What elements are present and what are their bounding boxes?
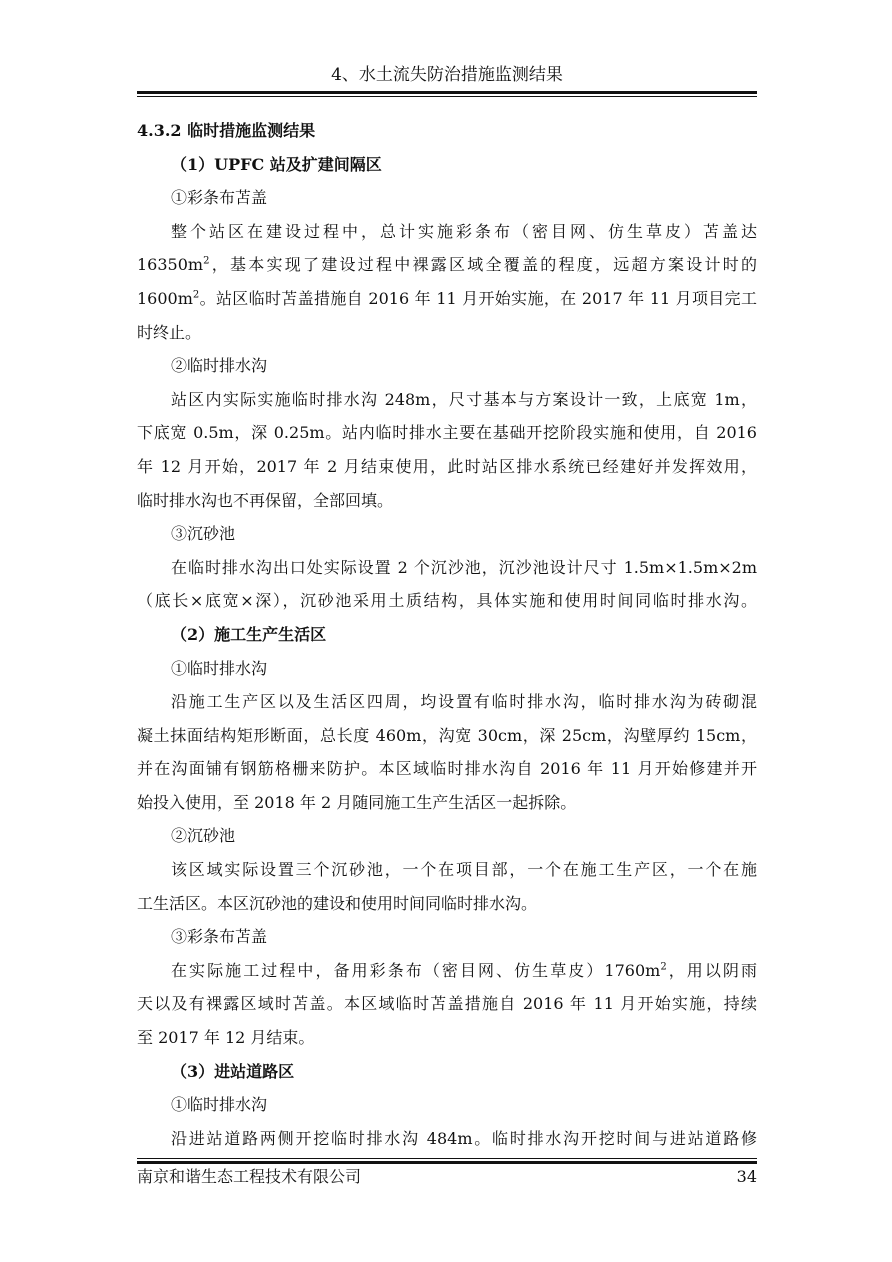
paragraph-line: 并在沟面铺有钢筋格栅来防护。本区域临时排水沟自 2016 年 11 月开始修建并开 bbox=[137, 759, 757, 779]
paragraph-line: $16350m^2$，基本实现了建设过程中裸露区域全覆盖的程度，远超方案设计时的 bbox=[137, 255, 757, 275]
footer-company: 南京和谐生态工程技术有限公司 bbox=[137, 1167, 362, 1186]
paragraph-line: （底长×底宽×深），沉砂池采用土质结构，具体实施和使用时间同临时排水沟。 bbox=[137, 591, 757, 611]
paragraph-line: 该区域实际设置三个沉砂池，一个在项目部，一个在施工生产区，一个在施 bbox=[171, 860, 757, 880]
area1-item1-title: ①彩条布苫盖 bbox=[171, 188, 268, 208]
section-heading: 4.3.2 临时措施监测结果 bbox=[137, 121, 316, 140]
paragraph-line: 站区内实际实施临时排水沟 248m，尺寸基本与方案设计一致，上底宽 1m， bbox=[171, 389, 757, 409]
area2-item3-title: ③彩条布苫盖 bbox=[171, 927, 268, 947]
area3-item1-title: ①临时排水沟 bbox=[171, 1095, 268, 1115]
paragraph-line: 始投入使用，至 2018 年 2 月随同施工生产生活区一起拆除。 bbox=[137, 792, 577, 812]
area3-heading: （3）进站道路区 bbox=[171, 1061, 295, 1081]
header-rule-thick bbox=[137, 91, 757, 94]
footer-rule-thick bbox=[137, 1161, 757, 1164]
paragraph-line: 天以及有裸露区域时苫盖。本区域临时苫盖措施自 2016 年 11 月开始实施，持续 bbox=[137, 994, 757, 1014]
paragraph-line: 下底宽 0.5m，深 0.25m。站内临时排水主要在基础开挖阶段实施和使用，自 2016 bbox=[137, 423, 757, 443]
paragraph-line: 在实际施工过程中，备用彩条布（密目网、仿生草皮）$1760m^2$，用以阴雨 bbox=[171, 960, 757, 980]
page-header: 4、水土流失防治措施监测结果 bbox=[331, 65, 563, 85]
paragraph-line: 在临时排水沟出口处实际设置 2 个沉沙池，沉沙池设计尺寸 1.5m×1.5m×2m bbox=[171, 557, 757, 577]
page-footer bbox=[137, 1166, 757, 1188]
paragraph-line: 工生活区。本区沉砂池的建设和使用时间同临时排水沟。 bbox=[137, 893, 538, 913]
area1-item2-title: ②临时排水沟 bbox=[171, 356, 268, 376]
paragraph-line: 年 12 月开始，2017 年 2 月结束使用，此时站区排水系统已经建好并发挥效用， bbox=[137, 456, 757, 476]
area2-item1-title: ①临时排水沟 bbox=[171, 658, 268, 678]
paragraph-line: 沿施工生产区以及生活区四周，均设置有临时排水沟，临时排水沟为砖砌混 bbox=[171, 692, 757, 712]
paragraph-line: 沿进站道路两侧开挖临时排水沟 484m。临时排水沟开挖时间与进站道路修 bbox=[171, 1128, 757, 1148]
area1-item3-title: ③沉砂池 bbox=[171, 524, 236, 544]
paragraph-line: 临时排水沟也不再保留，全部回填。 bbox=[137, 490, 394, 510]
paragraph-line: 整个站区在建设过程中，总计实施彩条布（密目网、仿生草皮）苫盖达 bbox=[171, 221, 757, 241]
area1-heading: （1）UPFC 站及扩建间隔区 bbox=[171, 154, 382, 174]
paragraph-line: 凝土抹面结构矩形断面，总长度 460m，沟宽 30cm，深 25cm，沟壁厚约 15cm， bbox=[137, 725, 757, 745]
paragraph-line: $1600m^2$。站区临时苫盖措施自 2016 年 11 月开始实施，在 2017 年 11 月项目完工 bbox=[137, 288, 757, 308]
page-number: 34 bbox=[736, 1167, 757, 1186]
paragraph-line: 至 2017 年 12 月结束。 bbox=[137, 1028, 315, 1048]
document-body bbox=[137, 114, 757, 1155]
area2-heading: （2）施工生产生活区 bbox=[171, 624, 327, 644]
footer-rule-thin bbox=[137, 1158, 757, 1159]
header-rule-thin bbox=[137, 96, 757, 97]
area2-item2-title: ②沉砂池 bbox=[171, 826, 236, 846]
paragraph-line: 时终止。 bbox=[137, 322, 202, 342]
